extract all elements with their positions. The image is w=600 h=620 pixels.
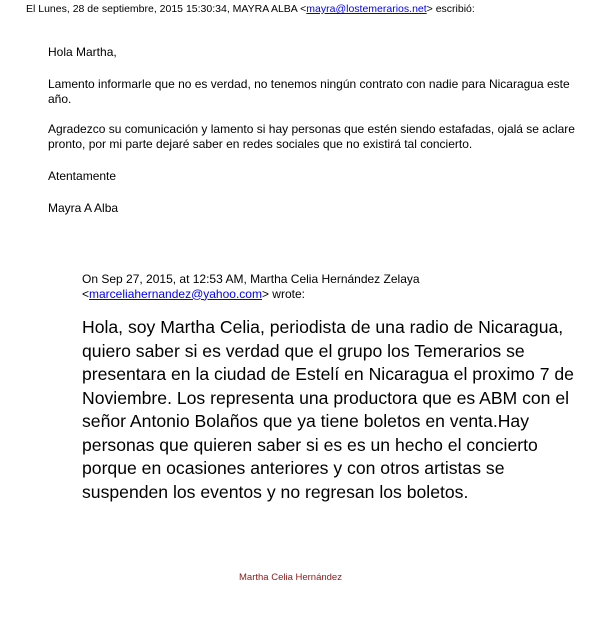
reply-greeting: Hola Martha, [48, 45, 117, 59]
reply-paragraph-2: Agradezco su comunicación y lamento si hay personas que estén siendo estafadas, ojalá se aclare pronto, por mi parte dejaré saber en redes sociales que no existirá tal concierto. [48, 122, 575, 151]
quoted-email-link[interactable]: marceliahernandez@yahoo.com [89, 286, 262, 301]
sender-email-link[interactable]: mayra@lostemerarios.net [306, 3, 427, 15]
quoted-email-close: > wrote: [261, 286, 305, 301]
quoted-email-open: < [82, 286, 90, 301]
quoted-header [82, 272, 582, 301]
reply-header-prefix: El Lunes, 28 de septiembre, 2015 15:30:34, MAYRA ALBA < [26, 3, 307, 15]
reply-body [48, 45, 588, 216]
quoted-header-line: On Sep 27, 2015, at 12:53 AM, Martha Celia Hernández Zelaya [82, 272, 420, 286]
quoted-header-email-line [82, 287, 582, 302]
reply-paragraph-1: Lamento informarle que no es verdad, no tenemos ningún contrato con nadie para Nicaragua este año. [48, 77, 570, 106]
quoted-message-body: Hola, soy Martha Celia, periodista de una radio de Nicaragua, quiero saber si es verdad que el grupo los Temerarios se presentara en la ciudad de Estelí en Nicaragua el proximo 7 de Noviembre. Los representa una productora que es ABM con el señor Antonio Bolaños que ya tiene boletos en venta.Hay personas que quieren saber si es es un hecho el concierto porque en ocasiones anteriores y con otros artistas se suspenden los eventos y no regresan los boletos. [82, 317, 574, 502]
reply-header [26, 3, 475, 15]
reply-header-suffix: > escribió: [426, 3, 475, 15]
reply-sender-name: Mayra A Alba [48, 201, 119, 215]
quoted-signature: Martha Celia Hernández [239, 572, 342, 583]
reply-closing: Atentamente [48, 169, 117, 183]
